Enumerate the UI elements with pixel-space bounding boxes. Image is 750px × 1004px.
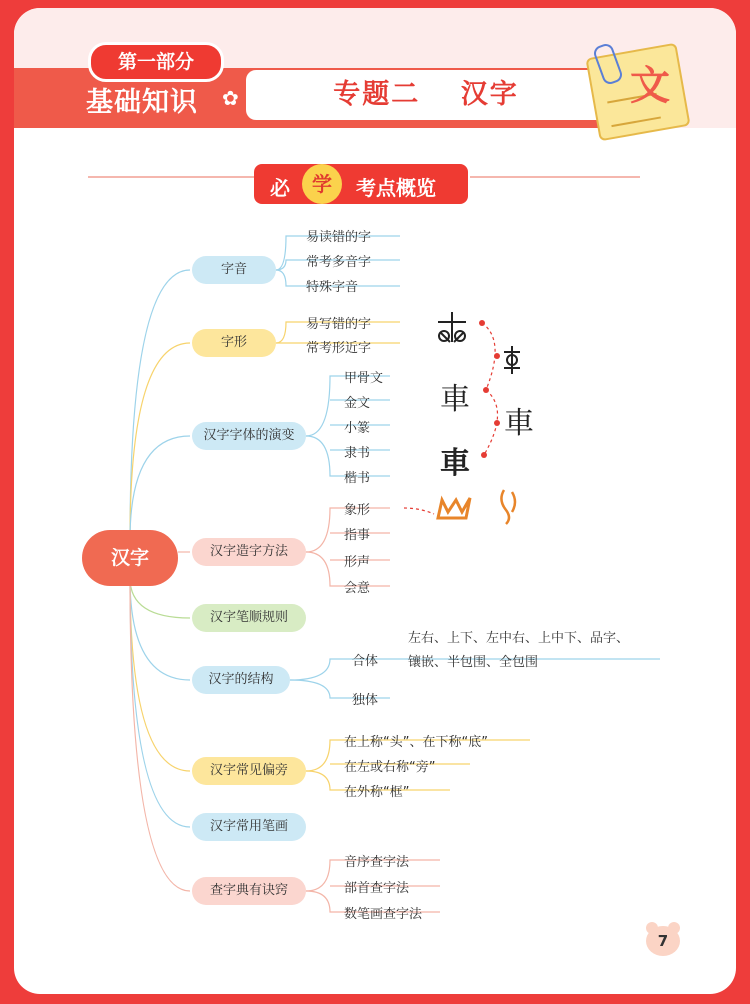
leaf-item: 隶书 xyxy=(344,446,371,461)
leaf-item: 音序查字法 xyxy=(344,855,410,870)
leaf-item: 常考形近字 xyxy=(306,341,372,356)
branch-evolution: 汉字字体的演变 xyxy=(192,422,306,450)
branch-formation: 汉字造字方法 xyxy=(192,538,306,566)
part-badge: 第一部分 xyxy=(88,42,224,82)
branch-strokes: 汉字常用笔画 xyxy=(192,813,306,841)
evolution-glyph: 車 xyxy=(440,446,470,481)
leaf-item: 镶嵌、半包围、全包围 xyxy=(408,655,539,670)
evolution-glyph: 車 xyxy=(504,406,534,441)
leaf-item: 常考多音字 xyxy=(306,255,372,270)
branch-form: 字形 xyxy=(192,329,276,357)
section-circle: 学 xyxy=(302,164,342,204)
leaf-item: 数笔画查字法 xyxy=(344,907,423,922)
branch-dictionary: 查字典有诀窍 xyxy=(192,877,306,905)
leaf-item: 易读错的字 xyxy=(306,230,372,245)
leaf-item: 象形 xyxy=(344,503,371,518)
evolution-glyph: 車 xyxy=(440,382,470,417)
section-suffix: 考点概览 xyxy=(356,176,436,200)
leaf-item: 小篆 xyxy=(344,421,371,436)
leaf-item: 合体 xyxy=(352,654,379,669)
branch-structure: 汉字的结构 xyxy=(192,666,290,694)
page-number: 7 xyxy=(646,926,680,956)
leaf-item: 会意 xyxy=(344,581,371,596)
leaf-item: 在左或右称“旁” xyxy=(344,760,436,775)
basic-knowledge-title: 基础知识 xyxy=(86,87,198,118)
leaf-item: 易写错的字 xyxy=(306,317,372,332)
leaf-item: 在外称“框” xyxy=(344,785,410,800)
leaf-item: 甲骨文 xyxy=(344,371,384,386)
branch-stroke-order: 汉字笔顺规则 xyxy=(192,604,306,632)
leaf-item: 形声 xyxy=(344,555,371,570)
subject-char: 文 xyxy=(630,63,670,109)
leaf-item: 特殊字音 xyxy=(306,280,359,295)
branch-pronunciation: 字音 xyxy=(192,256,276,284)
mindmap-root: 汉字 xyxy=(82,530,178,586)
branch-radicals: 汉字常见偏旁 xyxy=(192,757,306,785)
topic-title: 专题二 汉字 xyxy=(246,70,606,120)
decoration-icon: ✿ xyxy=(222,86,239,110)
leaf-item: 部首查字法 xyxy=(344,881,410,896)
leaf-item: 左右、上下、左中右、上中下、品字、 xyxy=(408,631,630,646)
leaf-item: 独体 xyxy=(352,693,379,708)
section-prefix: 必 xyxy=(270,176,290,200)
leaf-item: 楷书 xyxy=(344,471,371,486)
leaf-item: 指事 xyxy=(344,528,371,543)
leaf-item: 金文 xyxy=(344,396,371,411)
leaf-item: 在上称“头”、在下称“底” xyxy=(344,735,488,750)
